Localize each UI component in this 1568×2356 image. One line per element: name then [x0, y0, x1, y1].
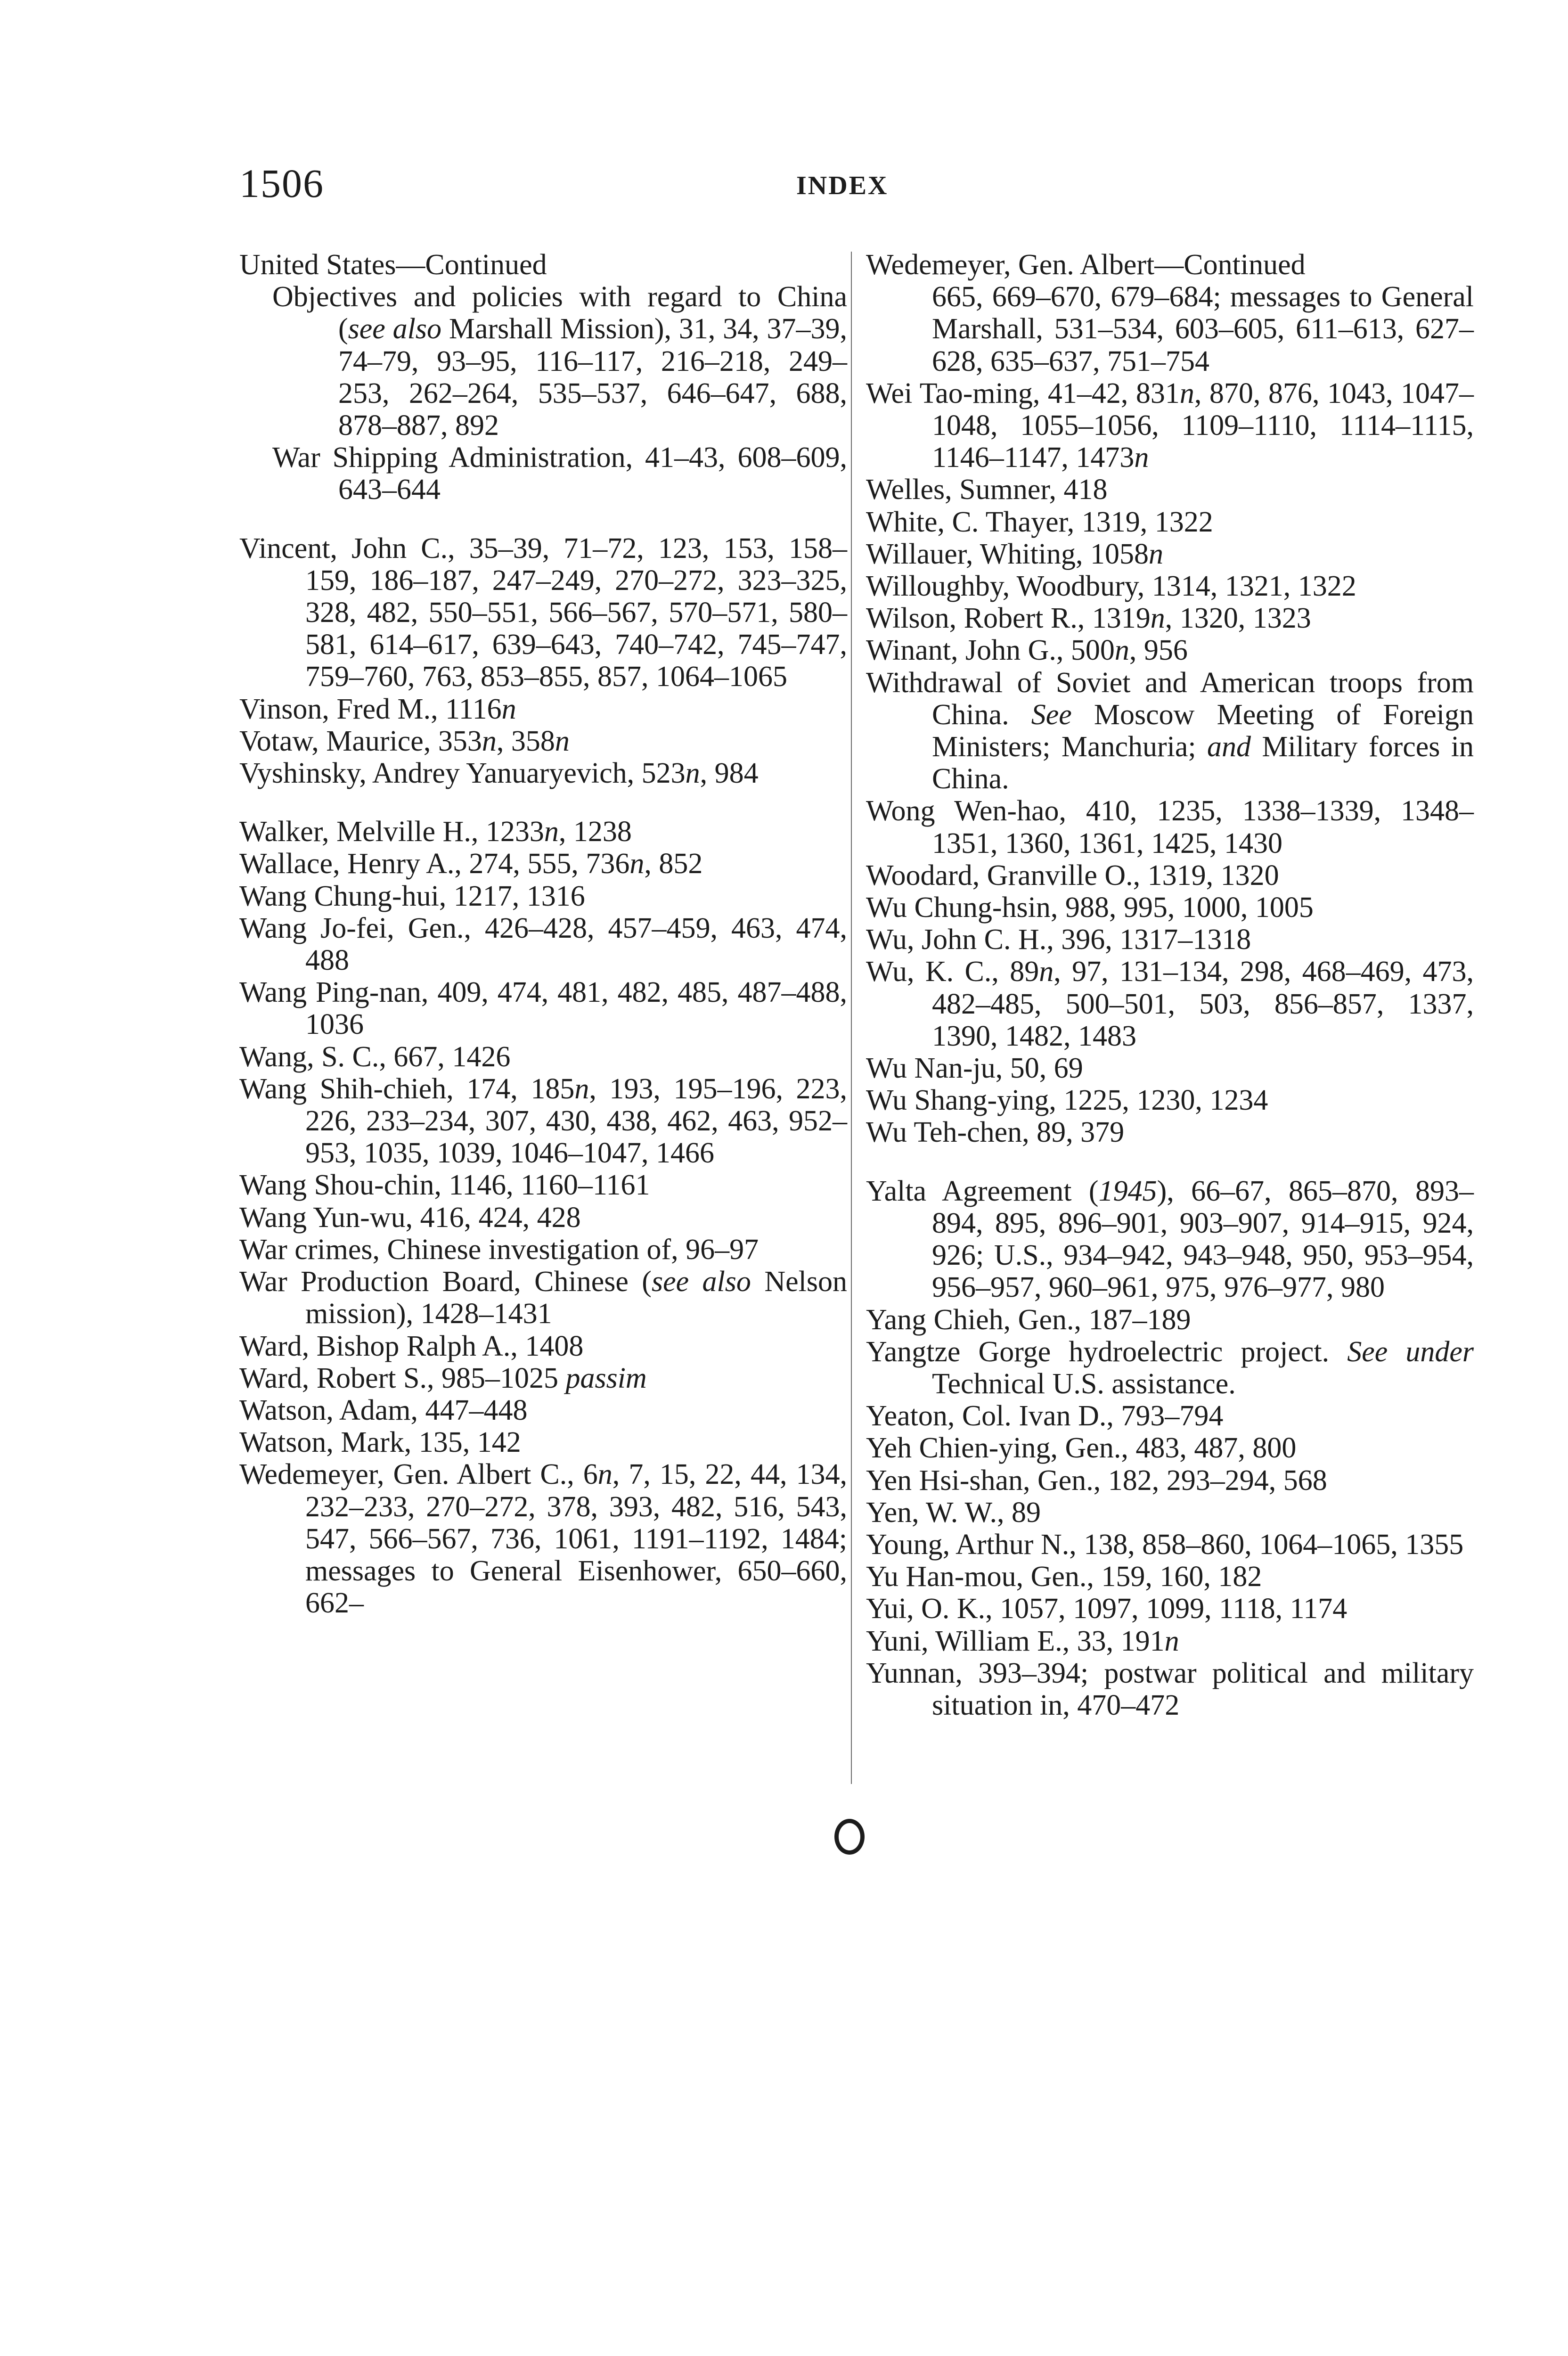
index-entry-wang-yun-wu: Wang Yun-wu, 416, 424, 428 — [239, 1201, 581, 1234]
index-entry-willoughby: Willoughby, Woodbury, 1314, 1321, 1322 — [866, 570, 1356, 603]
index-entry-wang-s-c: Wang, S. C., 667, 1426 — [239, 1040, 511, 1073]
end-of-index-mark — [834, 1819, 865, 1855]
index-entry-yeaton: Yeaton, Col. Ivan D., 793–794 — [866, 1400, 1224, 1432]
column-divider — [851, 252, 852, 1784]
index-entry-yuni: Yuni, William E., 33, 191n — [866, 1625, 1179, 1657]
index-entry-wu-teh-chen: Wu Teh-chen, 89, 379 — [866, 1116, 1125, 1149]
index-entry-wedemeyer-continued: Wedemeyer, Gen. Albert—Continued — [866, 249, 1306, 281]
index-entry-yalta: Yalta Agreement (1945), 66–67, 865–870, 893–894, 895, 896–901, 903–907, 914–915, 924, 926; U.S., 934–942, 943–948, 950, 953–954, 956–957, 960–961, 975, 976–977, 980 — [866, 1175, 1474, 1304]
index-entry-wedemeyer: Wedemeyer, Gen. Albert C., 6n, 7, 15, 22, 44, 134, 232–233, 270–272, 378, 393, 482, 516, 543, 547, 566–567, 736, 1061, 1191–1192, 1484; messages to General Eisenhower, 650–660, 662– — [239, 1458, 847, 1620]
index-entry-united-states-continued: United States—Continued — [239, 249, 547, 281]
index-entry-welles: Welles, Sumner, 418 — [866, 474, 1108, 506]
index-entry-watson-mark: Watson, Mark, 135, 142 — [239, 1426, 521, 1459]
index-entry-yangtze: Yangtze Gorge hydroelectric project. See under Technical U.S. assistance. — [866, 1335, 1474, 1400]
index-entry-vyshinsky: Vyshinsky, Andrey Yanuaryevich, 523n, 984 — [239, 757, 759, 790]
index-entry-wei-tao-ming: Wei Tao-ming, 41–42, 831n, 870, 876, 1043, 1047–1048, 1055–1056, 1109–1110, 1114–1115, 1146–1147, 1473n — [866, 377, 1474, 474]
index-entry-yen-w-w: Yen, W. W., 89 — [866, 1496, 1041, 1529]
index-subentry-war-shipping: War Shipping Administration, 41–43, 608–609, 643–644 — [272, 442, 847, 506]
index-entry-war-production-board: War Production Board, Chinese (see also Nelson mission), 1428–1431 — [239, 1266, 847, 1330]
index-entry-wilson: Wilson, Robert R., 1319n, 1320, 1323 — [866, 602, 1311, 635]
index-entry-winant: Winant, John G., 500n, 956 — [866, 634, 1188, 667]
index-entry-wu-k-c: Wu, K. C., 89n, 97, 131–134, 298, 468–469, 473, 482–485, 500–501, 503, 856–857, 1337, 1390, 1482, 1483 — [866, 956, 1474, 1052]
index-entry-yen-hsi-shan: Yen Hsi-shan, Gen., 182, 293–294, 568 — [866, 1464, 1327, 1497]
index-column-right — [866, 249, 1474, 1721]
index-entry-wedemeyer-continued-body: 665, 669–670, 679–684; messages to General Marshall, 531–534, 603–605, 611–613, 627–628, 635–637, 751–754 — [932, 281, 1474, 377]
index-entry-vincent: Vincent, John C., 35–39, 71–72, 123, 153, 158–159, 186–187, 247–249, 270–272, 323–325, 328, 482, 550–551, 566–567, 570–571, 580–581, 614–617, 639–643, 740–742, 745–747, 759–760, 763, 853–855, 857, 1064–1065 — [239, 532, 847, 693]
index-entry-yeh: Yeh Chien-ying, Gen., 483, 487, 800 — [866, 1432, 1297, 1464]
index-entry-wong-wen-hao: Wong Wen-hao, 410, 1235, 1338–1339, 1348–1351, 1360, 1361, 1425, 1430 — [866, 795, 1474, 859]
index-entry-wang-jo-fei: Wang Jo-fei, Gen., 426–428, 457–459, 463, 474, 488 — [239, 912, 847, 977]
index-entry-watson-adam: Watson, Adam, 447–448 — [239, 1394, 528, 1426]
index-entry-wang-shou-chin: Wang Shou-chin, 1146, 1160–1161 — [239, 1169, 650, 1202]
index-entry-woodard: Woodard, Granville O., 1319, 1320 — [866, 859, 1279, 892]
index-subentry-objectives: Objectives and policies with regard to China (see also Marshall Mission), 31, 34, 37–39, 74–79, 93–95, 116–117, 216–218, 249–253, 262–264, 535–537, 646–647, 688, 878–887, 892 — [272, 281, 847, 442]
index-entry-wu-john: Wu, John C. H., 396, 1317–1318 — [866, 924, 1251, 956]
index-entry-wu-nan-ju: Wu Nan-ju, 50, 69 — [866, 1052, 1083, 1085]
index-entry-withdrawal: Withdrawal of Soviet and American troops from China. See Moscow Meeting of Foreign Ministers; Manchuria; and Military forces in China. — [866, 666, 1474, 795]
index-entry-white: White, C. Thayer, 1319, 1322 — [866, 506, 1213, 538]
index-entry-vinson: Vinson, Fred M., 1116n — [239, 693, 516, 725]
index-column-left — [239, 249, 847, 1619]
index-entry-wallace: Wallace, Henry A., 274, 555, 736n, 852 — [239, 848, 703, 880]
index-entry-wu-chung-hsin: Wu Chung-hsin, 988, 995, 1000, 1005 — [866, 892, 1314, 924]
index-entry-yui: Yui, O. K., 1057, 1097, 1099, 1118, 1174 — [866, 1593, 1348, 1625]
index-entry-yu-han-mou: Yu Han-mou, Gen., 159, 160, 182 — [866, 1561, 1262, 1593]
index-entry-votaw: Votaw, Maurice, 353n, 358n — [239, 725, 570, 757]
index-entry-wang-chung-hui: Wang Chung-hui, 1217, 1316 — [239, 880, 585, 912]
index-entry-yang-chieh: Yang Chieh, Gen., 187–189 — [866, 1303, 1191, 1336]
index-entry-walker: Walker, Melville H., 1233n, 1238 — [239, 816, 632, 848]
index-entry-wu-shang-ying: Wu Shang-ying, 1225, 1230, 1234 — [866, 1084, 1268, 1117]
index-entry-young: Young, Arthur N., 138, 858–860, 1064–1065, 1355 — [866, 1528, 1464, 1561]
index-entry-wang-shih-chieh: Wang Shih-chieh, 174, 185n, 193, 195–196, 223, 226, 233–234, 307, 430, 438, 462, 463, 952–953, 1035, 1039, 1046–1047, 1466 — [239, 1072, 847, 1170]
index-entry-yunnan: Yunnan, 393–394; postwar political and military situation in, 470–472 — [866, 1657, 1474, 1721]
running-head: INDEX — [796, 171, 889, 200]
index-entry-wang-ping-nan: Wang Ping-nan, 409, 474, 481, 482, 485, 487–488, 1036 — [239, 976, 847, 1041]
index-entry-ward-bishop: Ward, Bishop Ralph A., 1408 — [239, 1330, 584, 1362]
index-entry-willauer: Willauer, Whiting, 1058n — [866, 538, 1163, 570]
index-entry-war-crimes: War crimes, Chinese investigation of, 96–97 — [239, 1233, 759, 1266]
index-entry-ward-robert: Ward, Robert S., 985–1025 passim — [239, 1362, 647, 1394]
page-number: 1506 — [239, 161, 324, 206]
